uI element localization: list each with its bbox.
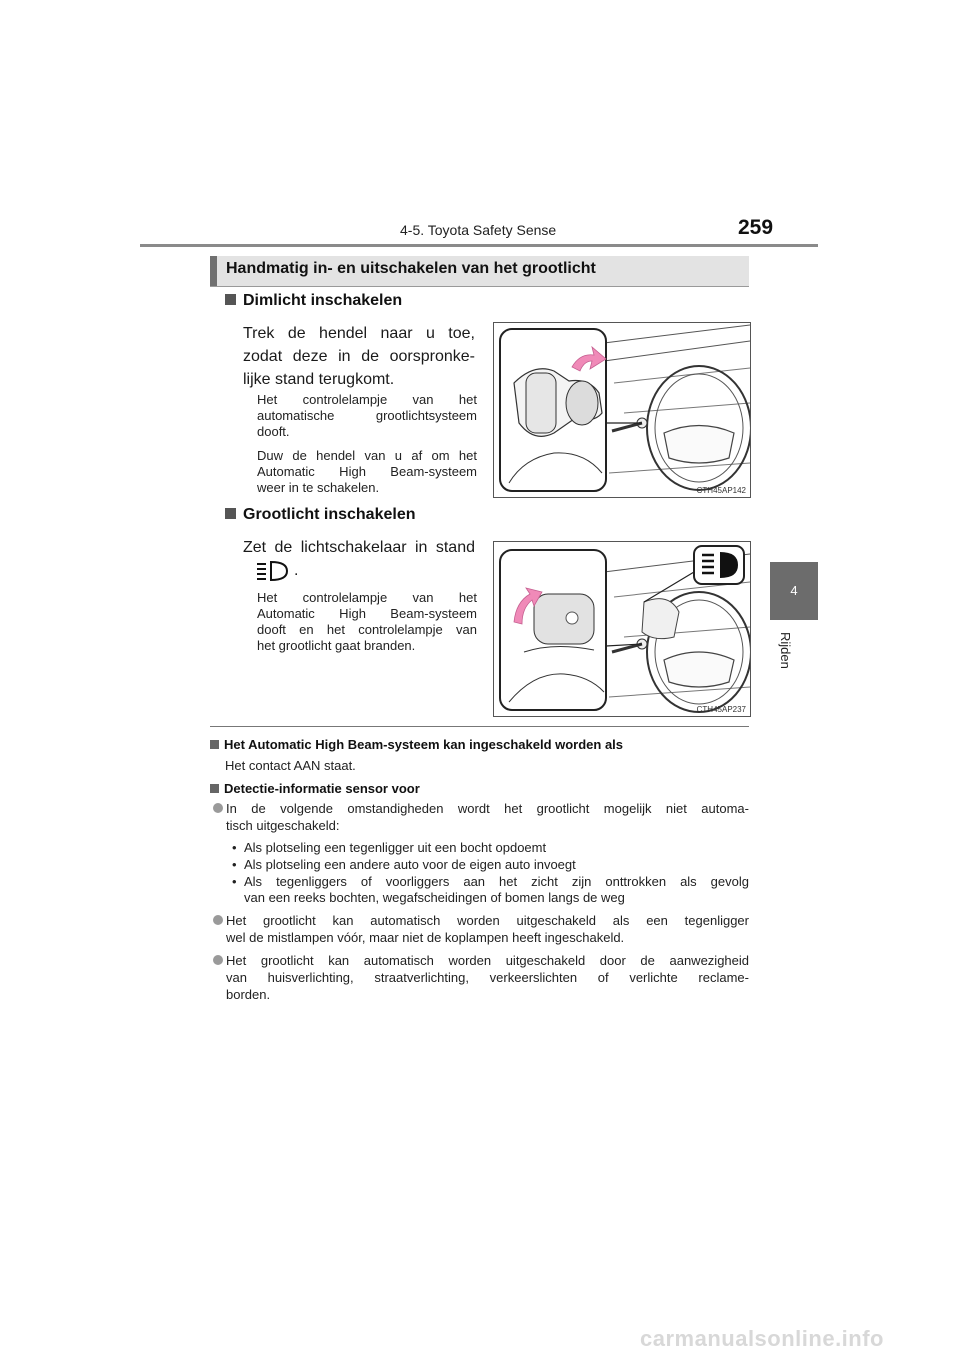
text-line: In de volgende omstandigheden wordt het grootlicht mogelijk niet automa- [226,801,749,816]
text-line: tisch uitgeschakeld: [226,818,340,833]
dimlicht-note1 [257,392,477,440]
dimlicht-title-text: Dimlicht inschakelen [243,292,403,309]
lever-pull-illustration [494,323,750,497]
dimlicht-main-text [243,322,475,391]
text-line: Duw de hendel van u af om het [257,448,477,463]
note-activate-title [210,737,623,752]
figure-code: CTH45AP237 [696,705,746,714]
sensor-bullet-1 [210,800,749,834]
note-sensor-title-text: Detectie-informatie sensor voor [224,781,420,796]
figure-dimlicht [493,322,751,498]
text-line: van een reeks bochten, wegafscheidingen of bomen langs de weg [244,890,625,905]
text-line: zodat deze in de oorspronke- [243,348,475,365]
note-activate-text: Het contact AAN staat. [225,758,356,773]
round-bullet-icon [213,955,223,965]
text-line: borden. [226,987,271,1002]
square-bullet-icon [210,740,219,749]
section-heading-text: Handmatig in- en uitschakelen van het grootlicht [226,260,596,277]
sensor-bullet-3 [210,952,749,1003]
note-sensor-title [210,781,420,796]
text-line: Trek de hendel naar u toe, [243,325,475,342]
sub-bullet-item: • Als plotseling een tegenligger uit een bocht opdoemt [232,840,547,855]
text-line: Zet de lichtschakelaar in stand [243,539,475,556]
round-bullet-icon [213,803,223,813]
sensor-sub-bullets [230,840,749,906]
text-line: van huisverlichting, straatverlichting, verkeerslichten of verlichte reclame- [226,970,749,985]
text-line: Het controlelampje van het [257,590,477,605]
section-title: 4-5. Toyota Safety Sense [400,222,557,238]
text-line: automatische grootlichtsysteem [257,408,477,423]
text-line: Als plotseling een andere auto voor de eigen auto invoegt [244,857,576,872]
square-bullet-icon [225,508,236,519]
text-line: Het grootlicht kan automatisch worden uitgeschakeld door de aanwezigheid [226,953,749,968]
high-beam-icon [255,560,289,582]
figure-grootlicht [493,541,751,717]
sub-bullet-item: • Als plotseling een andere auto voor de eigen auto invoegt [232,857,576,872]
square-bullet-icon [225,294,236,305]
section-heading [210,256,749,287]
text-line: Automatic High Beam-systeem [257,606,477,621]
grootlicht-title [225,506,415,524]
text-line: Automatic High Beam-systeem [257,464,477,479]
note-activate-title-text: Het Automatic High Beam-systeem kan ingeschakeld worden als [224,737,624,752]
dimlicht-note2 [257,448,477,496]
grootlicht-main-text [243,536,475,559]
lever-push-illustration [494,542,750,716]
text-line: het grootlicht gaat branden. [257,638,416,653]
round-bullet-icon [213,915,223,925]
chapter-tab: 4 [770,562,818,620]
header-rule [140,244,818,247]
grootlicht-suffix: . [294,562,299,579]
section-separator [210,726,749,727]
dimlicht-title [225,292,402,310]
text-line: Het grootlicht kan automatisch worden uitgeschakeld als een tegenligger [226,913,749,928]
text-line: lijke stand terugkomt. [243,371,395,388]
text-line: Het controlelampje van het [257,392,477,407]
text-line: weer in te schakelen. [257,480,380,495]
grootlicht-title-text: Grootlicht inschakelen [243,506,416,523]
text-line: dooft. [257,424,290,439]
text-line: Als tegenliggers of voorliggers aan het zicht zijn onttrokken als gevolg [244,874,749,889]
page-number: 259 [738,216,774,239]
text-line: wel de mistlampen vóór, maar niet de koplampen heeft ingeschakeld. [226,930,625,945]
watermark: carmanualsonline.info [640,1326,884,1351]
text-line: Als plotseling een tegenligger uit een bocht opdoemt [244,840,547,855]
heading-marker [210,256,217,286]
figure-code: CTH45AP142 [696,486,746,495]
sub-bullet-item: • Als tegenliggers of voorliggers aan het zicht zijn onttrokken als gevolg van een reeks bochten, wegafscheidingen of bomen langs de weg [232,874,749,905]
chapter-label: Rijden [778,632,793,669]
square-bullet-icon [210,784,219,793]
text-line: dooft en het controlelampje van [257,622,477,637]
grootlicht-note [257,590,477,654]
sensor-bullet-2 [210,912,749,946]
